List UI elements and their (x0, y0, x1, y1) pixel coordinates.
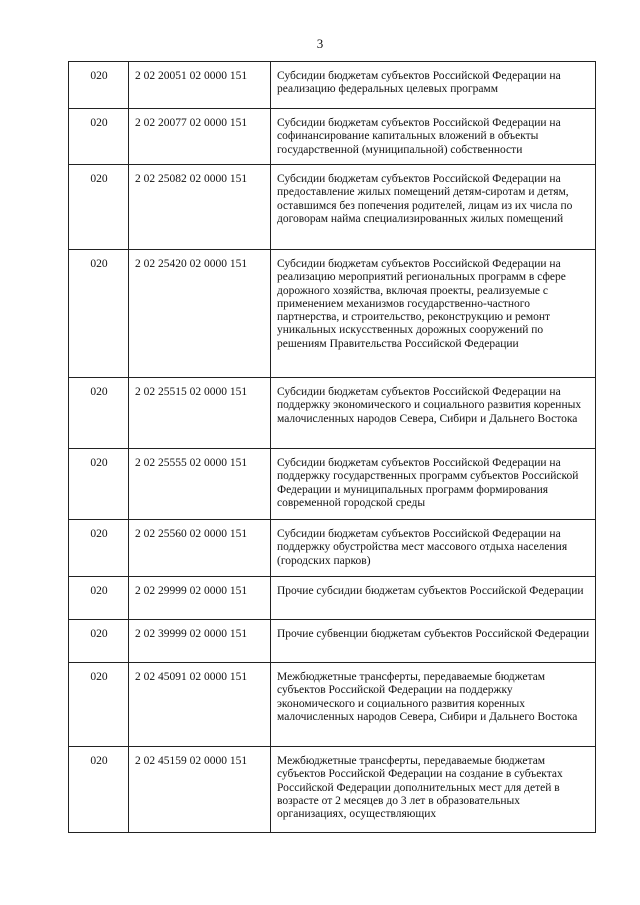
budget-code-cell: 2 02 45091 02 0000 151 (129, 663, 271, 747)
budget-code-cell: 2 02 20077 02 0000 151 (129, 109, 271, 165)
description-cell: Субсидии бюджетам субъектов Российской Федерации на реализацию федеральных целевых программ (271, 62, 596, 109)
description-cell: Субсидии бюджетам субъектов Российской Федерации на софинансирование капитальных вложений в объекты государственной (муниципальной) собственности (271, 109, 596, 165)
admin-code-cell: 020 (69, 620, 129, 663)
table-row (69, 62, 596, 109)
budget-code-cell: 2 02 25515 02 0000 151 (129, 378, 271, 449)
table-row (69, 663, 596, 747)
admin-code-cell: 020 (69, 250, 129, 378)
description-cell: Прочие субвенции бюджетам субъектов Российской Федерации (271, 620, 596, 663)
page-number: 3 (316, 36, 324, 51)
budget-code-table (68, 61, 596, 833)
admin-code-cell: 020 (69, 165, 129, 250)
admin-code-cell: 020 (69, 577, 129, 620)
description-cell: Межбюджетные трансферты, передаваемые бюджетам субъектов Российской Федерации на создание в субъектах Российской Федерации дополнительных мест для детей в возрасте от 2 месяцев до 3 лет в образовательных организациях, осуществляющих (271, 747, 596, 833)
table-row (69, 747, 596, 833)
table-row (69, 165, 596, 250)
admin-code-cell: 020 (69, 378, 129, 449)
description-cell: Субсидии бюджетам субъектов Российской Федерации на предоставление жилых помещений детям-сиротам и детям, оставшимся без попечения родителей, лицам из их числа по договорам найма специализированных жилых помещений (271, 165, 596, 250)
admin-code-cell: 020 (69, 62, 129, 109)
table-row (69, 109, 596, 165)
description-cell: Субсидии бюджетам субъектов Российской Федерации на поддержку экономического и социального развития коренных малочисленных народов Севера, Сибири и Дальнего Востока (271, 378, 596, 449)
budget-code-cell: 2 02 25555 02 0000 151 (129, 449, 271, 520)
admin-code-cell: 020 (69, 449, 129, 520)
admin-code-cell: 020 (69, 663, 129, 747)
description-cell: Субсидии бюджетам субъектов Российской Федерации на поддержку государственных программ субъектов Российской Федерации и муниципальных программ формирования современной городской среды (271, 449, 596, 520)
table-row (69, 577, 596, 620)
table-row (69, 620, 596, 663)
admin-code-cell: 020 (69, 109, 129, 165)
table-row (69, 250, 596, 378)
admin-code-cell: 020 (69, 520, 129, 577)
admin-code-cell: 020 (69, 747, 129, 833)
budget-code-cell: 2 02 25560 02 0000 151 (129, 520, 271, 577)
table-row (69, 520, 596, 577)
description-cell: Межбюджетные трансферты, передаваемые бюджетам субъектов Российской Федерации на поддержку экономического и социального развития коренных малочисленных народов Севера, Сибири и Дальнего Востока (271, 663, 596, 747)
table-row (69, 449, 596, 520)
budget-code-cell: 2 02 29999 02 0000 151 (129, 577, 271, 620)
budget-code-cell: 2 02 20051 02 0000 151 (129, 62, 271, 109)
description-cell: Субсидии бюджетам субъектов Российской Федерации на поддержку обустройства мест массового отдыха населения (городских парков) (271, 520, 596, 577)
table-row (69, 378, 596, 449)
budget-code-cell: 2 02 45159 02 0000 151 (129, 747, 271, 833)
budget-code-cell: 2 02 39999 02 0000 151 (129, 620, 271, 663)
description-cell: Прочие субсидии бюджетам субъектов Российской Федерации (271, 577, 596, 620)
description-cell: Субсидии бюджетам субъектов Российской Федерации на реализацию мероприятий региональных программ в сфере дорожного хозяйства, включая проекты, реализуемые с применением механизмов государственно-частного партнерства, и строительство, реконструкцию и ремонт уникальных искусственных дорожных сооружений по решениям Правительства Российской Федерации (271, 250, 596, 378)
budget-code-cell: 2 02 25082 02 0000 151 (129, 165, 271, 250)
budget-code-cell: 2 02 25420 02 0000 151 (129, 250, 271, 378)
